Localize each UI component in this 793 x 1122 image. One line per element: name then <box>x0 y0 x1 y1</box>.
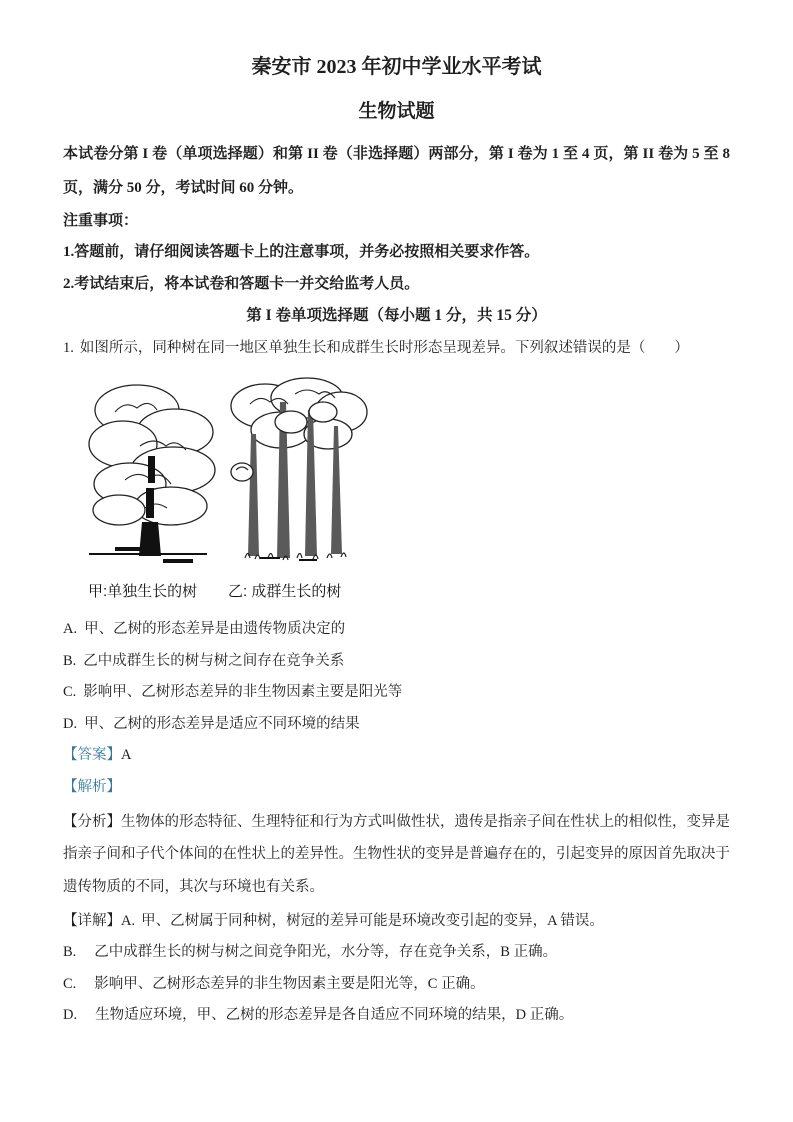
detail-paragraph-a <box>63 906 730 937</box>
question-number: 1. <box>63 339 74 356</box>
detail-b-key: B. <box>63 944 77 961</box>
detail-paragraph-b <box>63 937 730 968</box>
detail-d-key: D. <box>63 1006 78 1023</box>
page-subtitle: 生物试题 <box>358 101 435 122</box>
trees-figure-image <box>85 374 405 576</box>
analysis-label: 【分析】 <box>63 813 121 830</box>
detail-paragraph-c <box>63 969 730 1000</box>
detail-a-text: 甲、乙树属于同种树，树冠的差异可能是环境改变引起的变异，A 错误。 <box>141 913 604 930</box>
explanation-line <box>63 772 730 804</box>
figure-label-grouped-trees: 乙: 成群生长的树 <box>228 582 342 600</box>
note-item-2: 2.考试结束后，将本试卷和答题卡一并交给监考人员。 <box>63 275 420 292</box>
option-a <box>63 614 730 646</box>
option-b-text: 乙中成群生长的树与树之间存在竞争关系 <box>83 652 345 669</box>
option-d <box>63 709 730 741</box>
question-figure <box>63 374 730 608</box>
question-1-stem <box>63 333 730 364</box>
single-tree-illustration <box>89 385 215 563</box>
option-b-key: B. <box>63 652 77 669</box>
option-c <box>63 677 730 709</box>
figure-label-single-tree: 甲:单独生长的树 <box>88 582 198 600</box>
analysis-paragraph <box>63 806 730 905</box>
analysis-text: 生物体的形态特征、生理特征和行为方式叫做性状，遗传是指亲子间在性状上的相似性，变异是指亲子间和子代个体间的在性状上的差异性。生物性状的变异是普遍存在的，引起变异的原因首先取决于遗传物质的不同，其次与环境也有关系。 <box>63 813 730 896</box>
detail-a-key: A. <box>121 913 136 930</box>
detail-paragraph-d <box>63 1000 730 1031</box>
detail-c-key: C. <box>63 975 77 992</box>
grouped-trees-illustration <box>231 378 367 561</box>
option-a-key: A. <box>63 620 78 637</box>
notes-heading: 注重事项： <box>63 212 139 229</box>
option-c-text: 影响甲、乙树形态差异的非生物因素主要是阳光等 <box>83 684 403 701</box>
page-title: 秦安市 2023 年初中学业水平考试 <box>251 56 542 78</box>
option-c-key: C. <box>63 684 77 701</box>
option-d-key: D. <box>63 715 78 732</box>
explanation-label: 【解析】 <box>63 778 121 795</box>
detail-c-text: 影响甲、乙树形态差异的非生物因素主要是阳光等，C 正确。 <box>94 975 485 992</box>
answer-line <box>63 740 730 772</box>
detail-d-text: 生物适应环境，甲、乙树的形态差异是各自适应不同环境的结果，D 正确。 <box>95 1006 574 1023</box>
answer-value: A <box>121 747 132 764</box>
question-text: 如图所示，同种树在同一地区单独生长和成群生长时形态呈现差异。下列叙述错误的是（ ） <box>79 339 689 356</box>
answer-label: 【答案】 <box>63 747 121 764</box>
note-item-1: 1.答题前，请仔细阅读答题卡上的注意事项，并务必按照相关要求作答。 <box>63 244 540 261</box>
option-b <box>63 646 730 678</box>
exam-intro-paragraph: 本试卷分第 I 卷（单项选择题）和第 II 卷（非选择题）两部分，第 I 卷为 1 至 4 页，第 II 卷为 5 至 8 页，满分 50 分，考试时间 60 分钟。 <box>63 145 730 197</box>
detail-label: 【详解】 <box>63 913 121 930</box>
option-d-text: 甲、乙树的形态差异是适应不同环境的结果 <box>84 715 360 732</box>
section-header: 第 I 卷单项选择题（每小题 1 分，共 15 分） <box>246 307 547 325</box>
option-a-text: 甲、乙树的形态差异是由遗传物质决定的 <box>84 620 346 637</box>
detail-b-text: 乙中成群生长的树与树之间竞争阳光，水分等，存在竞争关系，B 正确。 <box>94 944 558 961</box>
